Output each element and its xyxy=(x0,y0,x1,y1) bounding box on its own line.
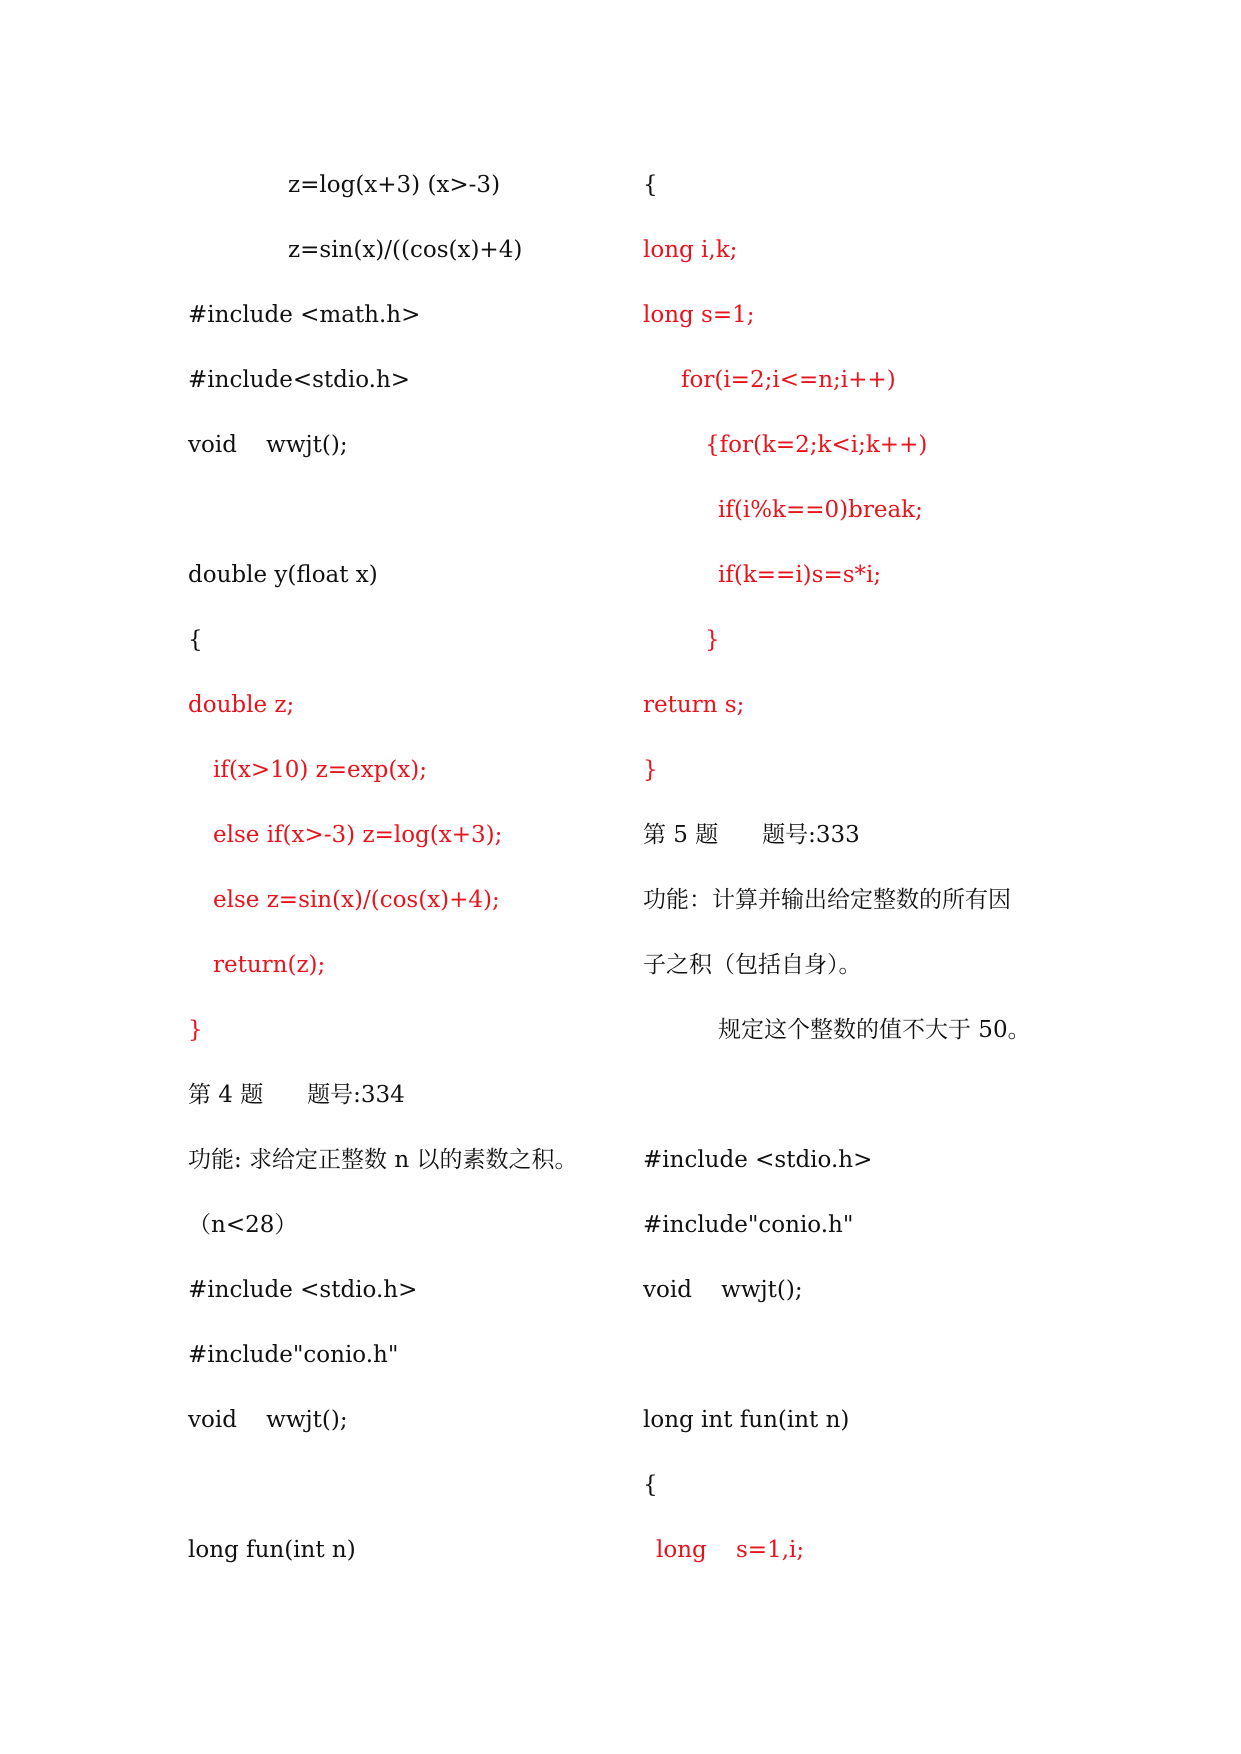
question-constraint: （n<28） xyxy=(188,1212,298,1238)
question-description: 子之积（包括自身）。 xyxy=(643,952,862,978)
answer-line: } xyxy=(643,757,658,783)
answer-line: else z=sin(x)/(cos(x)+4); xyxy=(213,887,500,913)
code-line: #include <math.h> xyxy=(188,302,421,328)
code-line: { xyxy=(188,627,203,653)
question-constraint: 规定这个整数的值不大于 50。 xyxy=(718,1017,1031,1043)
answer-line: long s=1,i; xyxy=(656,1537,805,1563)
question-description: 功能：计算并输出给定整数的所有因 xyxy=(643,887,1011,913)
code-line: { xyxy=(643,172,658,198)
code-line: #include"conio.h" xyxy=(643,1212,854,1238)
code-line: long fun(int n) xyxy=(188,1537,356,1563)
code-line: void wwjt(); xyxy=(188,432,348,458)
code-line: void wwjt(); xyxy=(643,1277,803,1303)
answer-line: } xyxy=(188,1017,203,1043)
code-line: void wwjt(); xyxy=(188,1407,348,1433)
code-line: #include <stdio.h> xyxy=(188,1277,418,1303)
question-heading: 第 4 题 题号:334 xyxy=(188,1082,405,1108)
answer-line: if(i%k==0)break; xyxy=(718,497,923,523)
code-line: #include <stdio.h> xyxy=(643,1147,873,1173)
code-line: #include<stdio.h> xyxy=(188,367,411,393)
code-line: z=sin(x)/((cos(x)+4) xyxy=(288,237,523,263)
code-line: z=log(x+3) (x>-3) xyxy=(288,172,501,198)
code-line: { xyxy=(643,1472,658,1498)
answer-line: {for(k=2;k<i;k++) xyxy=(705,432,928,458)
question-heading: 第 5 题 题号:333 xyxy=(643,822,860,848)
code-line: double y(float x) xyxy=(188,562,378,588)
answer-line: for(i=2;i<=n;i++) xyxy=(681,367,896,393)
answer-line: else if(x>-3) z=log(x+3); xyxy=(213,822,503,848)
answer-line: return s; xyxy=(643,692,745,718)
answer-line: if(x>10) z=exp(x); xyxy=(213,757,427,783)
question-description: 功能: 求给定正整数 n 以的素数之积。 xyxy=(188,1147,578,1173)
answer-line: long s=1; xyxy=(643,302,755,328)
answer-line: double z; xyxy=(188,692,295,718)
code-line: #include"conio.h" xyxy=(188,1342,399,1368)
answer-line: if(k==i)s=s*i; xyxy=(718,562,882,588)
answer-line: return(z); xyxy=(213,952,326,978)
answer-line: } xyxy=(705,627,720,653)
answer-line: long i,k; xyxy=(643,237,738,263)
code-line: long int fun(int n) xyxy=(643,1407,850,1433)
